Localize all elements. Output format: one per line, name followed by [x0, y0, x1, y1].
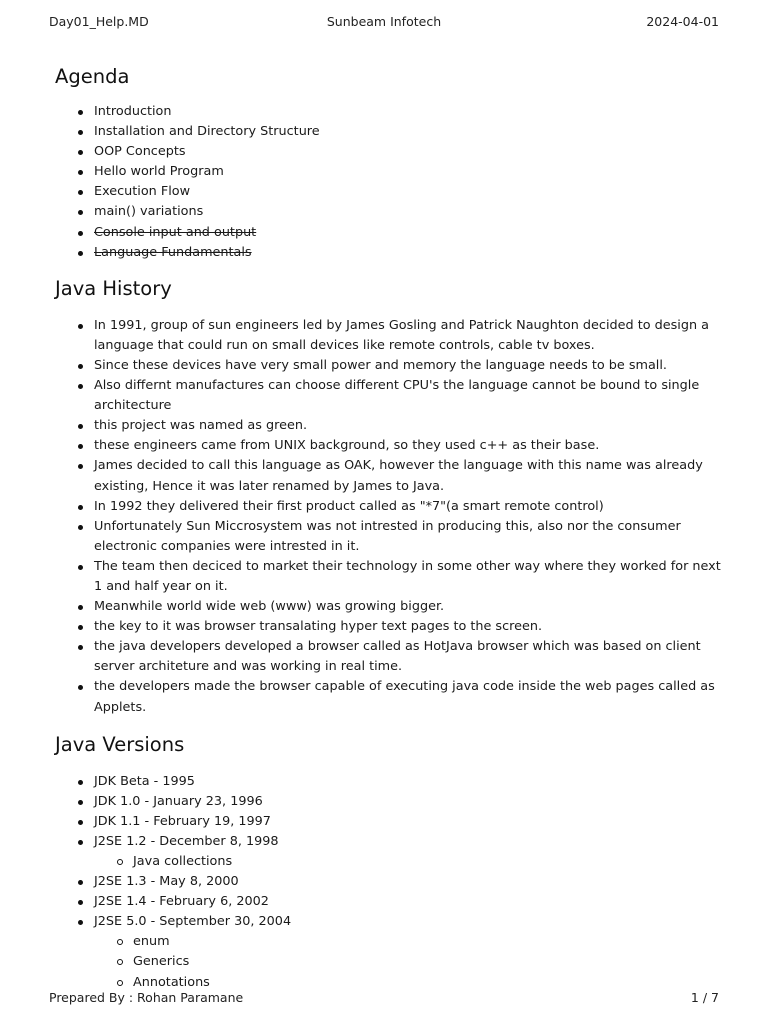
java-history-list	[55, 316, 725, 718]
page-footer	[49, 990, 719, 1010]
java-history-heading: Java History	[55, 276, 172, 300]
page-header	[49, 14, 719, 34]
list-item: these engineers came from UNIX background, so they used c++ as their base.	[55, 436, 725, 456]
list-item: In 1991, group of sun engineers led by James Gosling and Patrick Naughton decided to design a language that could run on small devices like remote controls, cable tv boxes.	[55, 316, 725, 356]
sub-list-item: Generics	[94, 952, 725, 972]
list-item: Unfortunately Sun Miccrosystem was not intrested in producing this, also nor the consumer electronic companies were intrested in it.	[55, 517, 725, 557]
strikethrough-text: Console input and output	[94, 224, 257, 240]
header-date: 2024-04-01	[646, 14, 719, 29]
list-item	[55, 912, 725, 992]
list-item: The team then deciced to market their technology in some other way where they worked for next 1 and half year on it.	[55, 557, 725, 597]
list-item: In 1992 they delivered their first product called as "*7"(a smart remote control)	[55, 497, 725, 517]
list-item: this project was named as green.	[55, 416, 725, 436]
list-item: Installation and Directory Structure	[55, 122, 725, 142]
list-item: James decided to call this language as OAK, however the language with this name was already existing, Hence it was later renamed by James to Java.	[55, 456, 725, 496]
list-item-struck	[55, 243, 725, 263]
java-versions-heading: Java Versions	[55, 732, 185, 756]
list-item: J2SE 1.3 - May 8, 2000	[55, 872, 725, 892]
list-item: Since these devices have very small power and memory the language needs to be small.	[55, 356, 725, 376]
list-item: main() variations	[55, 202, 725, 222]
list-item: the developers made the browser capable of executing java code inside the web pages called as Applets.	[55, 677, 725, 717]
list-item: Execution Flow	[55, 182, 725, 202]
agenda-heading: Agenda	[55, 65, 130, 88]
list-item: JDK 1.1 - February 19, 1997	[55, 812, 725, 832]
list-item: Also differnt manufactures can choose different CPU's the language cannot be bound to single architecture	[55, 376, 725, 416]
sub-list-item: enum	[94, 932, 725, 952]
header-company: Sunbeam Infotech	[326, 14, 442, 29]
list-item: OOP Concepts	[55, 142, 725, 162]
agenda-list	[55, 102, 725, 263]
footer-page-number: 1 / 7	[690, 990, 719, 1005]
sub-list-item: Java collections	[94, 852, 725, 872]
list-item-text: J2SE 5.0 - September 30, 2004	[94, 914, 292, 930]
sub-list-item: Annotations	[94, 973, 725, 993]
list-item: Meanwhile world wide web (www) was growing bigger.	[55, 597, 725, 617]
list-item: Introduction	[55, 102, 725, 122]
list-item-struck	[55, 223, 725, 243]
document-content	[55, 62, 725, 993]
java-versions-list	[55, 772, 725, 993]
sub-list	[94, 932, 725, 992]
header-filename: Day01_Help.MD	[49, 14, 149, 29]
list-item	[55, 832, 725, 872]
list-item: Hello world Program	[55, 162, 725, 182]
list-item: J2SE 1.4 - February 6, 2002	[55, 892, 725, 912]
footer-author: Prepared By : Rohan Paramane	[49, 990, 244, 1005]
list-item-text: J2SE 1.2 - December 8, 1998	[94, 833, 279, 849]
list-item: JDK 1.0 - January 23, 1996	[55, 792, 725, 812]
list-item: the key to it was browser transalating hyper text pages to the screen.	[55, 617, 725, 637]
strikethrough-text: Language Fundamentals	[94, 244, 252, 260]
list-item: the java developers developed a browser called as HotJava browser which was based on client server architeture and was working in real time.	[55, 637, 725, 677]
sub-list	[94, 852, 725, 872]
list-item: JDK Beta - 1995	[55, 772, 725, 792]
